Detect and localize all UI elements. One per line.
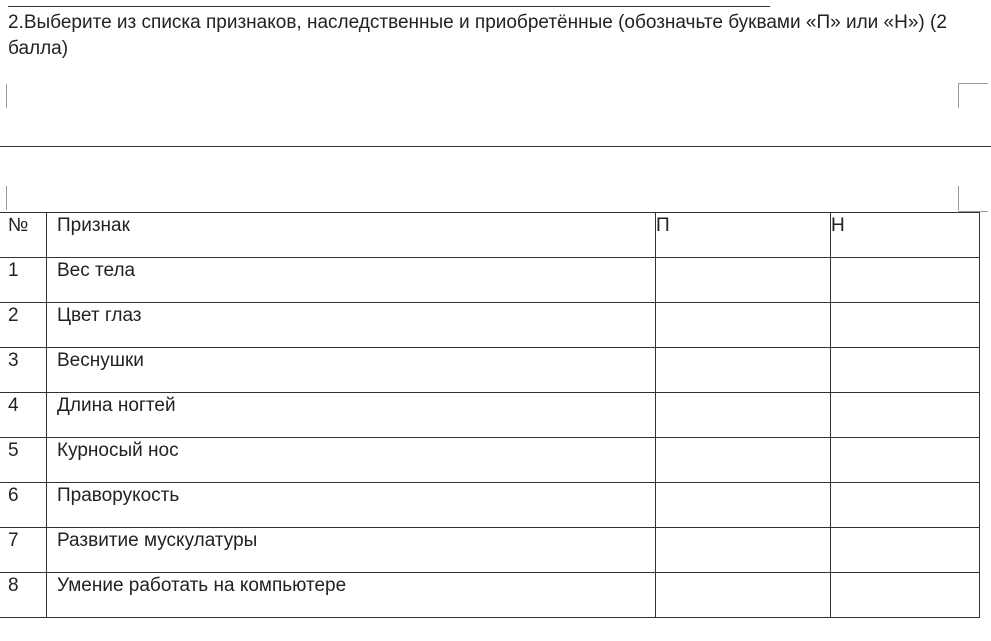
table-header-row <box>0 213 980 258</box>
divider-line <box>0 146 991 147</box>
row-num: 5 <box>0 438 47 483</box>
question-text: 2.Выберите из списка признаков, наследственные и приобретённые (обозначьте буквами «П» или «Н») (2 балла) <box>8 12 947 59</box>
row-trait: Цвет глаз <box>47 303 656 348</box>
answer-cell-n[interactable] <box>831 393 980 438</box>
answer-cell-n[interactable] <box>831 303 980 348</box>
answer-cell-n[interactable] <box>831 483 980 528</box>
row-trait: Веснушки <box>47 348 656 393</box>
table-row <box>0 258 980 303</box>
row-trait: Вес тела <box>47 258 656 303</box>
answer-cell-n[interactable] <box>831 438 980 483</box>
row-trait: Длина ногтей <box>47 393 656 438</box>
answer-cell-p[interactable] <box>656 483 831 528</box>
table-row <box>0 438 980 483</box>
row-num: 7 <box>0 528 47 573</box>
table-row <box>0 528 980 573</box>
header-n: Н <box>831 213 980 258</box>
table-row <box>0 483 980 528</box>
row-num: 3 <box>0 348 47 393</box>
answer-cell-p[interactable] <box>656 303 831 348</box>
margin-mark <box>958 83 959 108</box>
table-row <box>0 348 980 393</box>
answer-cell-p[interactable] <box>656 438 831 483</box>
row-num: 2 <box>0 303 47 348</box>
margin-mark <box>6 84 7 108</box>
table-row <box>0 393 980 438</box>
answer-cell-n[interactable] <box>831 573 980 618</box>
answer-cell-n[interactable] <box>831 348 980 393</box>
table-row <box>0 303 980 348</box>
answer-cell-p[interactable] <box>656 258 831 303</box>
top-rule <box>8 6 770 7</box>
answer-cell-n[interactable] <box>831 528 980 573</box>
row-num: 4 <box>0 393 47 438</box>
answer-cell-p[interactable] <box>656 528 831 573</box>
row-trait: Умение работать на компьютере <box>47 573 656 618</box>
header-num: № <box>0 213 47 258</box>
header-trait: Признак <box>47 213 656 258</box>
row-num: 8 <box>0 573 47 618</box>
row-trait: Праворукость <box>47 483 656 528</box>
answer-cell-p[interactable] <box>656 348 831 393</box>
traits-table <box>0 212 980 618</box>
answer-cell-p[interactable] <box>656 573 831 618</box>
table-row <box>0 573 980 618</box>
header-p: П <box>656 213 831 258</box>
margin-mark <box>958 83 988 84</box>
row-trait: Курносый нос <box>47 438 656 483</box>
margin-mark <box>6 186 7 210</box>
row-trait: Развитие мускулатуры <box>47 528 656 573</box>
row-num: 6 <box>0 483 47 528</box>
answer-cell-p[interactable] <box>656 393 831 438</box>
row-num: 1 <box>0 258 47 303</box>
answer-cell-n[interactable] <box>831 258 980 303</box>
margin-mark <box>958 186 959 210</box>
